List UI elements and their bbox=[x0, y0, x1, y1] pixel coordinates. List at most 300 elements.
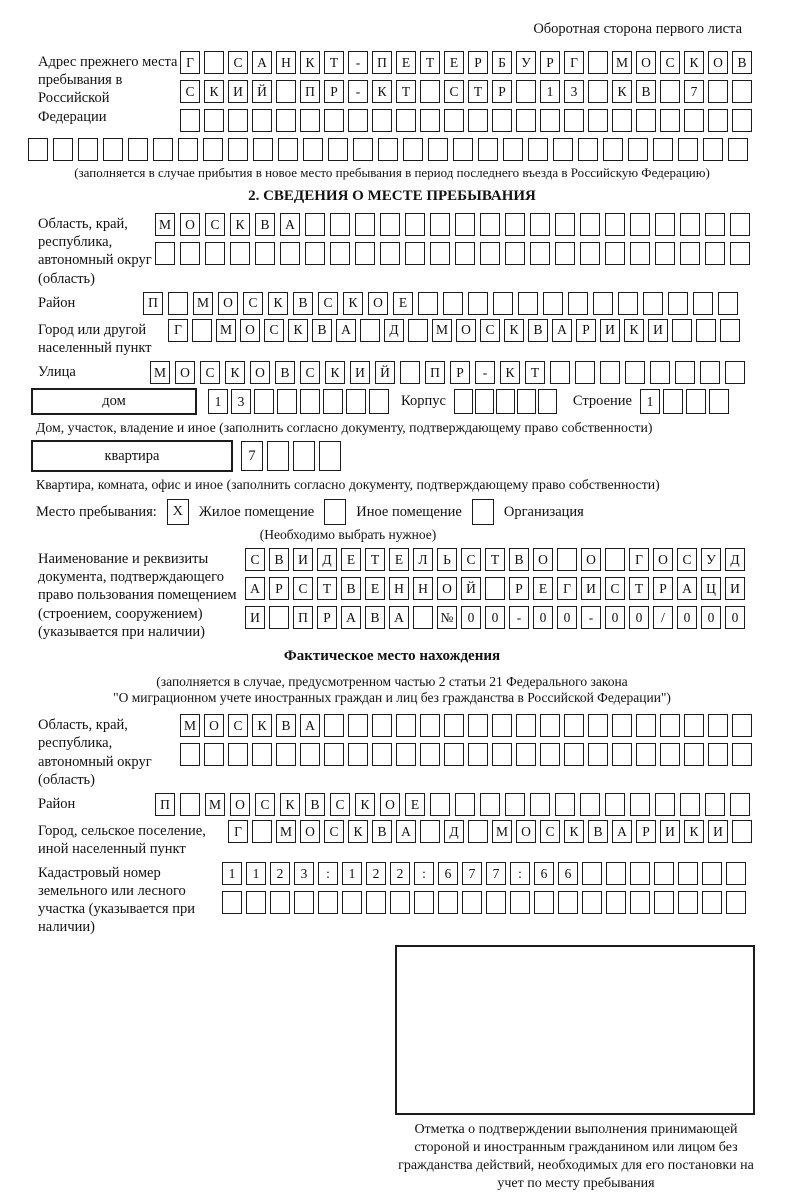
char-cell[interactable]: С bbox=[324, 820, 344, 843]
char-cell[interactable] bbox=[252, 820, 272, 843]
char-cell[interactable] bbox=[643, 292, 663, 315]
char-cell[interactable] bbox=[418, 292, 438, 315]
char-cell[interactable]: В bbox=[255, 213, 275, 236]
char-cell[interactable] bbox=[680, 213, 700, 236]
char-cell[interactable]: 1 bbox=[246, 862, 266, 885]
char-cell[interactable] bbox=[680, 242, 700, 265]
char-cell[interactable] bbox=[612, 714, 632, 737]
char-cell[interactable]: 0 bbox=[485, 606, 505, 629]
char-cell[interactable] bbox=[204, 743, 224, 766]
char-cell[interactable] bbox=[732, 743, 752, 766]
char-cell[interactable] bbox=[553, 138, 573, 161]
char-cell[interactable] bbox=[538, 389, 557, 414]
char-cell[interactable]: В bbox=[276, 714, 296, 737]
char-cell[interactable]: 1 bbox=[222, 862, 242, 885]
char-cell[interactable] bbox=[575, 361, 595, 384]
char-cell[interactable] bbox=[300, 389, 320, 414]
char-cell[interactable]: В bbox=[528, 319, 548, 342]
char-cell[interactable] bbox=[605, 793, 625, 816]
char-cell[interactable]: Н bbox=[389, 577, 409, 600]
char-cell[interactable] bbox=[330, 242, 350, 265]
char-cell[interactable] bbox=[732, 109, 752, 132]
char-cell[interactable] bbox=[557, 548, 577, 571]
char-cell[interactable] bbox=[300, 109, 320, 132]
char-cell[interactable]: П bbox=[293, 606, 313, 629]
char-cell[interactable] bbox=[360, 319, 380, 342]
char-cell[interactable] bbox=[530, 242, 550, 265]
char-cell[interactable] bbox=[475, 389, 494, 414]
char-cell[interactable] bbox=[612, 743, 632, 766]
char-cell[interactable]: О bbox=[368, 292, 388, 315]
char-cell[interactable]: Т bbox=[629, 577, 649, 600]
char-cell[interactable] bbox=[684, 109, 704, 132]
char-cell[interactable] bbox=[684, 743, 704, 766]
char-cell[interactable] bbox=[625, 361, 645, 384]
char-cell[interactable]: Т bbox=[396, 80, 416, 103]
char-cell[interactable] bbox=[510, 891, 530, 914]
char-cell[interactable] bbox=[540, 714, 560, 737]
char-cell[interactable] bbox=[663, 389, 683, 414]
char-cell[interactable] bbox=[517, 389, 536, 414]
char-cell[interactable] bbox=[455, 793, 475, 816]
char-cell[interactable]: О bbox=[437, 577, 457, 600]
char-cell[interactable] bbox=[605, 548, 625, 571]
char-cell[interactable]: 1 bbox=[342, 862, 362, 885]
char-cell[interactable]: В bbox=[341, 577, 361, 600]
char-cell[interactable] bbox=[630, 862, 650, 885]
char-cell[interactable]: О bbox=[180, 213, 200, 236]
char-cell[interactable]: 1 bbox=[208, 389, 228, 414]
char-cell[interactable]: В bbox=[588, 820, 608, 843]
char-cell[interactable]: С bbox=[255, 793, 275, 816]
char-cell[interactable]: Б bbox=[492, 51, 512, 74]
char-cell[interactable]: 3 bbox=[231, 389, 251, 414]
char-cell[interactable] bbox=[380, 213, 400, 236]
char-cell[interactable]: Г bbox=[629, 548, 649, 571]
char-cell[interactable]: 0 bbox=[605, 606, 625, 629]
char-cell[interactable] bbox=[593, 292, 613, 315]
char-cell[interactable]: Т bbox=[324, 51, 344, 74]
char-cell[interactable] bbox=[655, 793, 675, 816]
char-cell[interactable]: Е bbox=[389, 548, 409, 571]
char-cell[interactable]: Р bbox=[653, 577, 673, 600]
char-cell[interactable]: А bbox=[389, 606, 409, 629]
char-cell[interactable] bbox=[405, 242, 425, 265]
char-cell[interactable] bbox=[678, 891, 698, 914]
char-cell[interactable] bbox=[516, 109, 536, 132]
char-cell[interactable] bbox=[328, 138, 348, 161]
char-cell[interactable]: 1 bbox=[640, 389, 660, 414]
char-cell[interactable] bbox=[462, 891, 482, 914]
char-cell[interactable] bbox=[254, 389, 274, 414]
char-cell[interactable]: И bbox=[600, 319, 620, 342]
char-cell[interactable] bbox=[678, 138, 698, 161]
char-cell[interactable]: И bbox=[350, 361, 370, 384]
char-cell[interactable] bbox=[702, 862, 722, 885]
char-cell[interactable] bbox=[455, 213, 475, 236]
char-cell[interactable] bbox=[480, 213, 500, 236]
char-cell[interactable]: М bbox=[205, 793, 225, 816]
char-cell[interactable] bbox=[454, 389, 473, 414]
char-cell[interactable] bbox=[324, 109, 344, 132]
char-cell[interactable] bbox=[414, 891, 434, 914]
char-cell[interactable] bbox=[493, 292, 513, 315]
char-cell[interactable] bbox=[228, 743, 248, 766]
char-cell[interactable] bbox=[582, 891, 602, 914]
char-cell[interactable] bbox=[330, 213, 350, 236]
char-cell[interactable] bbox=[708, 80, 728, 103]
char-cell[interactable] bbox=[660, 714, 680, 737]
char-cell[interactable] bbox=[396, 714, 416, 737]
char-cell[interactable] bbox=[696, 319, 716, 342]
char-cell[interactable]: А bbox=[252, 51, 272, 74]
char-cell[interactable]: - bbox=[581, 606, 601, 629]
char-cell[interactable] bbox=[372, 714, 392, 737]
char-cell[interactable] bbox=[555, 242, 575, 265]
char-cell[interactable]: 0 bbox=[533, 606, 553, 629]
char-cell[interactable] bbox=[505, 213, 525, 236]
char-cell[interactable] bbox=[660, 80, 680, 103]
char-cell[interactable] bbox=[443, 292, 463, 315]
char-cell[interactable] bbox=[630, 213, 650, 236]
char-cell[interactable]: С bbox=[300, 361, 320, 384]
char-cell[interactable]: У bbox=[516, 51, 536, 74]
char-cell[interactable]: 0 bbox=[461, 606, 481, 629]
char-cell[interactable]: К bbox=[204, 80, 224, 103]
char-cell[interactable] bbox=[420, 80, 440, 103]
char-cell[interactable] bbox=[725, 361, 745, 384]
char-cell[interactable]: Д bbox=[725, 548, 745, 571]
char-cell[interactable]: : bbox=[510, 862, 530, 885]
char-cell[interactable]: С bbox=[264, 319, 284, 342]
char-cell[interactable] bbox=[348, 109, 368, 132]
char-cell[interactable] bbox=[430, 213, 450, 236]
char-cell[interactable] bbox=[678, 862, 698, 885]
char-cell[interactable]: Д bbox=[384, 319, 404, 342]
char-cell[interactable] bbox=[568, 292, 588, 315]
char-cell[interactable]: И bbox=[293, 548, 313, 571]
char-cell[interactable] bbox=[228, 109, 248, 132]
char-cell[interactable]: Ц bbox=[701, 577, 721, 600]
char-cell[interactable]: А bbox=[245, 577, 265, 600]
char-cell[interactable]: Д bbox=[444, 820, 464, 843]
char-cell[interactable] bbox=[672, 319, 692, 342]
char-cell[interactable]: К bbox=[280, 793, 300, 816]
char-cell[interactable]: М bbox=[492, 820, 512, 843]
char-cell[interactable]: Р bbox=[269, 577, 289, 600]
char-cell[interactable]: А bbox=[552, 319, 572, 342]
char-cell[interactable] bbox=[555, 213, 575, 236]
char-cell[interactable] bbox=[444, 714, 464, 737]
checkbox-other-premises[interactable] bbox=[324, 499, 346, 525]
char-cell[interactable]: Т bbox=[365, 548, 385, 571]
char-cell[interactable]: Й bbox=[375, 361, 395, 384]
char-cell[interactable]: О bbox=[204, 714, 224, 737]
char-cell[interactable] bbox=[726, 862, 746, 885]
char-cell[interactable] bbox=[655, 242, 675, 265]
char-cell[interactable] bbox=[438, 891, 458, 914]
char-cell[interactable] bbox=[518, 292, 538, 315]
char-cell[interactable] bbox=[492, 109, 512, 132]
char-cell[interactable] bbox=[578, 138, 598, 161]
char-cell[interactable]: / bbox=[653, 606, 673, 629]
char-cell[interactable] bbox=[708, 714, 728, 737]
char-cell[interactable] bbox=[294, 891, 314, 914]
char-cell[interactable] bbox=[540, 109, 560, 132]
char-cell[interactable]: П bbox=[155, 793, 175, 816]
char-cell[interactable] bbox=[408, 319, 428, 342]
char-cell[interactable] bbox=[355, 242, 375, 265]
char-cell[interactable] bbox=[588, 80, 608, 103]
char-cell[interactable] bbox=[730, 793, 750, 816]
char-cell[interactable] bbox=[496, 389, 515, 414]
char-cell[interactable] bbox=[323, 389, 343, 414]
char-cell[interactable] bbox=[630, 242, 650, 265]
char-cell[interactable] bbox=[342, 891, 362, 914]
char-cell[interactable] bbox=[630, 793, 650, 816]
char-cell[interactable] bbox=[255, 242, 275, 265]
char-cell[interactable]: 0 bbox=[725, 606, 745, 629]
char-cell[interactable]: Г bbox=[564, 51, 584, 74]
char-cell[interactable] bbox=[444, 109, 464, 132]
char-cell[interactable] bbox=[378, 138, 398, 161]
char-cell[interactable] bbox=[528, 138, 548, 161]
char-cell[interactable] bbox=[396, 109, 416, 132]
char-cell[interactable] bbox=[636, 714, 656, 737]
char-cell[interactable]: А bbox=[300, 714, 320, 737]
char-cell[interactable] bbox=[468, 292, 488, 315]
char-cell[interactable] bbox=[543, 292, 563, 315]
checkbox-organization[interactable] bbox=[472, 499, 494, 525]
char-cell[interactable] bbox=[420, 109, 440, 132]
char-cell[interactable] bbox=[732, 820, 752, 843]
char-cell[interactable]: К bbox=[288, 319, 308, 342]
char-cell[interactable]: В bbox=[365, 606, 385, 629]
char-cell[interactable] bbox=[355, 213, 375, 236]
char-cell[interactable] bbox=[252, 109, 272, 132]
char-cell[interactable]: В bbox=[293, 292, 313, 315]
char-cell[interactable]: А bbox=[280, 213, 300, 236]
char-cell[interactable] bbox=[492, 714, 512, 737]
char-cell[interactable] bbox=[269, 606, 289, 629]
char-cell[interactable] bbox=[668, 292, 688, 315]
char-cell[interactable] bbox=[293, 441, 315, 471]
char-cell[interactable]: К bbox=[624, 319, 644, 342]
char-cell[interactable] bbox=[396, 743, 416, 766]
char-cell[interactable]: Р bbox=[576, 319, 596, 342]
char-cell[interactable] bbox=[180, 242, 200, 265]
char-cell[interactable]: Т bbox=[420, 51, 440, 74]
char-cell[interactable] bbox=[730, 213, 750, 236]
char-cell[interactable]: О bbox=[533, 548, 553, 571]
char-cell[interactable]: М bbox=[180, 714, 200, 737]
char-cell[interactable]: С bbox=[461, 548, 481, 571]
char-cell[interactable]: В bbox=[732, 51, 752, 74]
char-cell[interactable] bbox=[530, 793, 550, 816]
char-cell[interactable] bbox=[580, 793, 600, 816]
char-cell[interactable] bbox=[252, 743, 272, 766]
char-cell[interactable] bbox=[353, 138, 373, 161]
char-cell[interactable] bbox=[564, 743, 584, 766]
char-cell[interactable] bbox=[128, 138, 148, 161]
char-cell[interactable]: К bbox=[564, 820, 584, 843]
char-cell[interactable] bbox=[653, 138, 673, 161]
char-cell[interactable]: Г bbox=[180, 51, 200, 74]
char-cell[interactable]: О bbox=[230, 793, 250, 816]
char-cell[interactable]: К bbox=[684, 51, 704, 74]
char-cell[interactable] bbox=[277, 389, 297, 414]
char-cell[interactable] bbox=[580, 213, 600, 236]
char-cell[interactable]: 2 bbox=[390, 862, 410, 885]
char-cell[interactable]: В bbox=[636, 80, 656, 103]
char-cell[interactable] bbox=[222, 891, 242, 914]
char-cell[interactable]: 3 bbox=[294, 862, 314, 885]
char-cell[interactable]: В bbox=[509, 548, 529, 571]
char-cell[interactable] bbox=[346, 389, 366, 414]
char-cell[interactable] bbox=[178, 138, 198, 161]
char-cell[interactable] bbox=[693, 292, 713, 315]
char-cell[interactable] bbox=[588, 109, 608, 132]
char-cell[interactable]: М bbox=[216, 319, 236, 342]
char-cell[interactable]: Т bbox=[468, 80, 488, 103]
char-cell[interactable] bbox=[444, 743, 464, 766]
char-cell[interactable]: - bbox=[509, 606, 529, 629]
char-cell[interactable] bbox=[732, 80, 752, 103]
char-cell[interactable] bbox=[276, 80, 296, 103]
char-cell[interactable]: Н bbox=[276, 51, 296, 74]
char-cell[interactable]: К bbox=[348, 820, 368, 843]
char-cell[interactable]: О bbox=[240, 319, 260, 342]
char-cell[interactable]: О bbox=[581, 548, 601, 571]
char-cell[interactable]: 1 bbox=[540, 80, 560, 103]
char-cell[interactable] bbox=[686, 389, 706, 414]
char-cell[interactable] bbox=[246, 891, 266, 914]
char-cell[interactable] bbox=[660, 109, 680, 132]
char-cell[interactable] bbox=[400, 361, 420, 384]
char-cell[interactable] bbox=[726, 891, 746, 914]
char-cell[interactable] bbox=[605, 213, 625, 236]
char-cell[interactable]: О bbox=[380, 793, 400, 816]
char-cell[interactable] bbox=[503, 138, 523, 161]
char-cell[interactable]: 2 bbox=[366, 862, 386, 885]
char-cell[interactable] bbox=[612, 109, 632, 132]
char-cell[interactable] bbox=[468, 714, 488, 737]
char-cell[interactable] bbox=[455, 242, 475, 265]
char-cell[interactable]: Р bbox=[492, 80, 512, 103]
char-cell[interactable] bbox=[530, 213, 550, 236]
char-cell[interactable]: 6 bbox=[438, 862, 458, 885]
char-cell[interactable]: К bbox=[684, 820, 704, 843]
char-cell[interactable]: 7 bbox=[462, 862, 482, 885]
char-cell[interactable] bbox=[453, 138, 473, 161]
char-cell[interactable]: С bbox=[293, 577, 313, 600]
char-cell[interactable]: В bbox=[269, 548, 289, 571]
char-cell[interactable] bbox=[53, 138, 73, 161]
char-cell[interactable] bbox=[708, 109, 728, 132]
char-cell[interactable]: Р bbox=[636, 820, 656, 843]
char-cell[interactable]: К bbox=[612, 80, 632, 103]
char-cell[interactable] bbox=[168, 292, 188, 315]
char-cell[interactable]: И bbox=[245, 606, 265, 629]
char-cell[interactable] bbox=[278, 138, 298, 161]
char-cell[interactable] bbox=[366, 891, 386, 914]
char-cell[interactable]: С bbox=[205, 213, 225, 236]
char-cell[interactable]: И bbox=[228, 80, 248, 103]
char-cell[interactable]: К bbox=[252, 714, 272, 737]
checkbox-residential[interactable]: X bbox=[167, 499, 189, 525]
char-cell[interactable] bbox=[468, 820, 488, 843]
char-cell[interactable] bbox=[492, 743, 512, 766]
char-cell[interactable]: С bbox=[444, 80, 464, 103]
char-cell[interactable]: С bbox=[540, 820, 560, 843]
char-cell[interactable]: С bbox=[200, 361, 220, 384]
char-cell[interactable]: О bbox=[175, 361, 195, 384]
char-cell[interactable] bbox=[505, 242, 525, 265]
char-cell[interactable] bbox=[702, 891, 722, 914]
char-cell[interactable]: О bbox=[708, 51, 728, 74]
char-cell[interactable] bbox=[580, 242, 600, 265]
char-cell[interactable] bbox=[732, 714, 752, 737]
char-cell[interactable]: И bbox=[648, 319, 668, 342]
char-cell[interactable] bbox=[28, 138, 48, 161]
char-cell[interactable]: А bbox=[677, 577, 697, 600]
char-cell[interactable] bbox=[280, 242, 300, 265]
char-cell[interactable] bbox=[605, 242, 625, 265]
char-cell[interactable]: К bbox=[268, 292, 288, 315]
char-cell[interactable]: Е bbox=[365, 577, 385, 600]
char-cell[interactable] bbox=[654, 891, 674, 914]
char-cell[interactable]: С bbox=[245, 548, 265, 571]
char-cell[interactable]: 0 bbox=[677, 606, 697, 629]
char-cell[interactable] bbox=[728, 138, 748, 161]
char-cell[interactable] bbox=[555, 793, 575, 816]
char-cell[interactable] bbox=[516, 80, 536, 103]
char-cell[interactable]: О bbox=[250, 361, 270, 384]
char-cell[interactable] bbox=[478, 138, 498, 161]
char-cell[interactable]: Е bbox=[405, 793, 425, 816]
char-cell[interactable] bbox=[430, 793, 450, 816]
char-cell[interactable]: С bbox=[660, 51, 680, 74]
char-cell[interactable] bbox=[204, 109, 224, 132]
char-cell[interactable] bbox=[730, 242, 750, 265]
char-cell[interactable]: В bbox=[312, 319, 332, 342]
char-cell[interactable] bbox=[720, 319, 740, 342]
char-cell[interactable]: Д bbox=[317, 548, 337, 571]
char-cell[interactable] bbox=[564, 109, 584, 132]
char-cell[interactable]: И bbox=[708, 820, 728, 843]
char-cell[interactable]: - bbox=[348, 80, 368, 103]
char-cell[interactable]: Р bbox=[317, 606, 337, 629]
char-cell[interactable]: С bbox=[228, 51, 248, 74]
char-cell[interactable] bbox=[650, 361, 670, 384]
char-cell[interactable]: 3 bbox=[564, 80, 584, 103]
char-cell[interactable] bbox=[564, 714, 584, 737]
char-cell[interactable] bbox=[700, 361, 720, 384]
char-cell[interactable]: С bbox=[605, 577, 625, 600]
char-cell[interactable] bbox=[305, 213, 325, 236]
char-cell[interactable]: С bbox=[330, 793, 350, 816]
char-cell[interactable]: Р bbox=[509, 577, 529, 600]
char-cell[interactable]: К bbox=[343, 292, 363, 315]
char-cell[interactable] bbox=[420, 820, 440, 843]
char-cell[interactable] bbox=[480, 242, 500, 265]
char-cell[interactable]: С bbox=[480, 319, 500, 342]
char-cell[interactable]: М bbox=[150, 361, 170, 384]
char-cell[interactable] bbox=[303, 138, 323, 161]
char-cell[interactable]: У bbox=[701, 548, 721, 571]
char-cell[interactable]: 7 bbox=[684, 80, 704, 103]
char-cell[interactable] bbox=[305, 242, 325, 265]
